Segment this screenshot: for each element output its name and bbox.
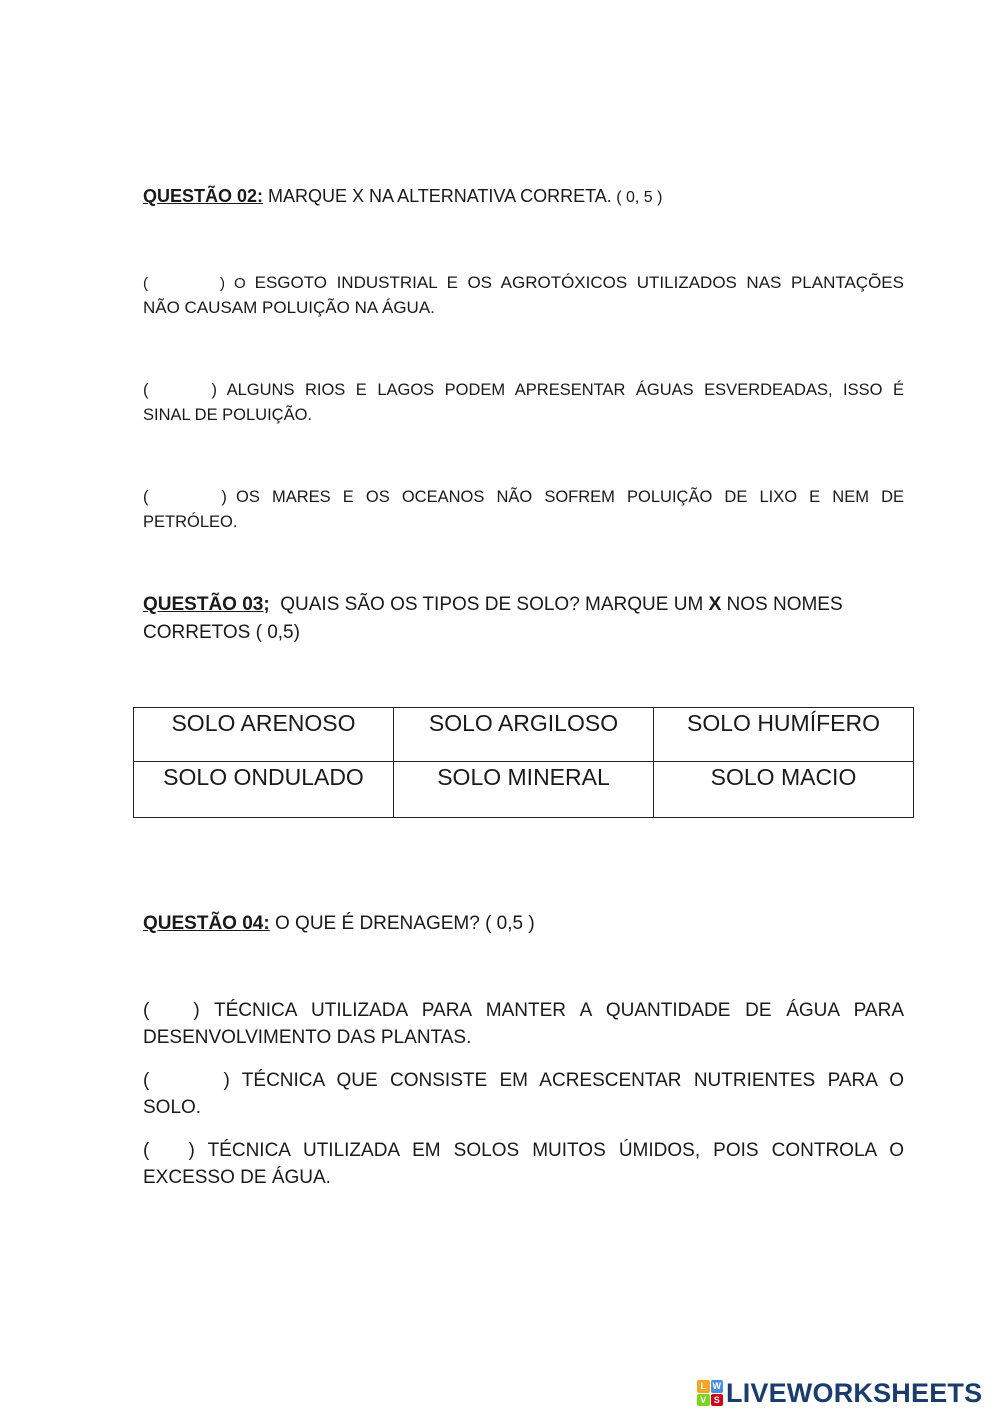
answer-checkbox[interactable]: ( ) <box>143 381 218 399</box>
answer-checkbox[interactable]: ( ) O <box>143 275 255 292</box>
question-02-option-2[interactable] <box>143 381 904 400</box>
question-02-points: ( 0, 5 ) <box>611 189 663 206</box>
option-text: ALGUNS RIOS E LAGOS PODEM APRESENTAR ÁGUAS ESVERDEADAS, ISSO É <box>226 381 904 399</box>
question-04-title <box>143 913 904 935</box>
question-04-option-1[interactable]: ( ) TÉCNICA UTILIZADA PARA MANTER A QUANTIDADE DE ÁGUA PARA <box>143 1000 904 1021</box>
soil-option-argiloso[interactable]: SOLO ARGILOSO <box>394 708 654 762</box>
question-02-option-2-continued: SINAL DE POLUIÇÃO. <box>143 406 313 424</box>
question-04-option-2-continued: SOLO. <box>143 1097 202 1118</box>
question-02-title <box>143 186 904 207</box>
answer-checkbox[interactable]: ( ) <box>143 488 227 506</box>
liveworksheets-brand <box>697 1378 982 1408</box>
question-03-prompt-b: NOS NOMES <box>721 594 843 615</box>
question-02-heading: QUESTÃO 02: <box>143 186 264 206</box>
question-03-x-mark: X <box>708 594 722 615</box>
option-text: OS MARES E OS OCEANOS NÃO SOFREM POLUIÇÃO DE LIXO E NEM DE <box>236 488 904 506</box>
soil-option-arenoso[interactable]: SOLO ARENOSO <box>134 708 394 762</box>
question-02-option-1-continued: NÃO CAUSAM POLUIÇÃO NA ÁGUA. <box>143 298 435 317</box>
table-row <box>134 762 914 818</box>
soil-option-humifero[interactable]: SOLO HUMÍFERO <box>654 708 914 762</box>
soil-option-macio[interactable]: SOLO MACIO <box>654 762 914 818</box>
brand-name: LIVEWORKSHEETS <box>726 1377 983 1408</box>
question-03-heading: QUESTÃO 03; <box>143 594 270 615</box>
question-02-option-3-continued: PETRÓLEO. <box>143 513 238 531</box>
question-04-option-1-continued: DESENVOLVIMENTO DAS PLANTAS. <box>143 1027 472 1048</box>
table-row <box>134 708 914 762</box>
question-04-option-2[interactable]: ( ) TÉCNICA QUE CONSISTE EM ACRESCENTAR NUTRIENTES PARA O <box>143 1070 904 1091</box>
question-04-heading: QUESTÃO 04: <box>143 913 270 934</box>
question-02-option-3[interactable] <box>143 488 904 507</box>
question-04-option-3[interactable]: ( ) TÉCNICA UTILIZADA EM SOLOS MUITOS ÚMIDOS, POIS CONTROLA O <box>143 1140 904 1161</box>
question-03-prompt-a: QUAIS SÃO OS TIPOS DE SOLO? MARQUE UM <box>269 594 709 615</box>
option-text: ESGOTO INDUSTRIAL E OS AGROTÓXICOS UTILIZADOS NAS PLANTAÇÕES <box>254 273 904 292</box>
liveworksheets-logo-icon: L W V S <box>697 1380 723 1406</box>
question-04-prompt: O QUE É DRENAGEM? ( 0,5 ) <box>269 913 535 934</box>
soil-types-table <box>133 707 914 818</box>
question-02-prompt: MARQUE X NA ALTERNATIVA CORRETA. <box>263 186 612 206</box>
question-04-option-3-continued: EXCESSO DE ÁGUA. <box>143 1167 331 1188</box>
soil-option-ondulado[interactable]: SOLO ONDULADO <box>134 762 394 818</box>
question-02-option-1[interactable] <box>143 273 904 293</box>
question-03-title <box>143 594 904 616</box>
question-03-title-continued: CORRETOS ( 0,5) <box>143 622 300 643</box>
soil-option-mineral[interactable]: SOLO MINERAL <box>394 762 654 818</box>
